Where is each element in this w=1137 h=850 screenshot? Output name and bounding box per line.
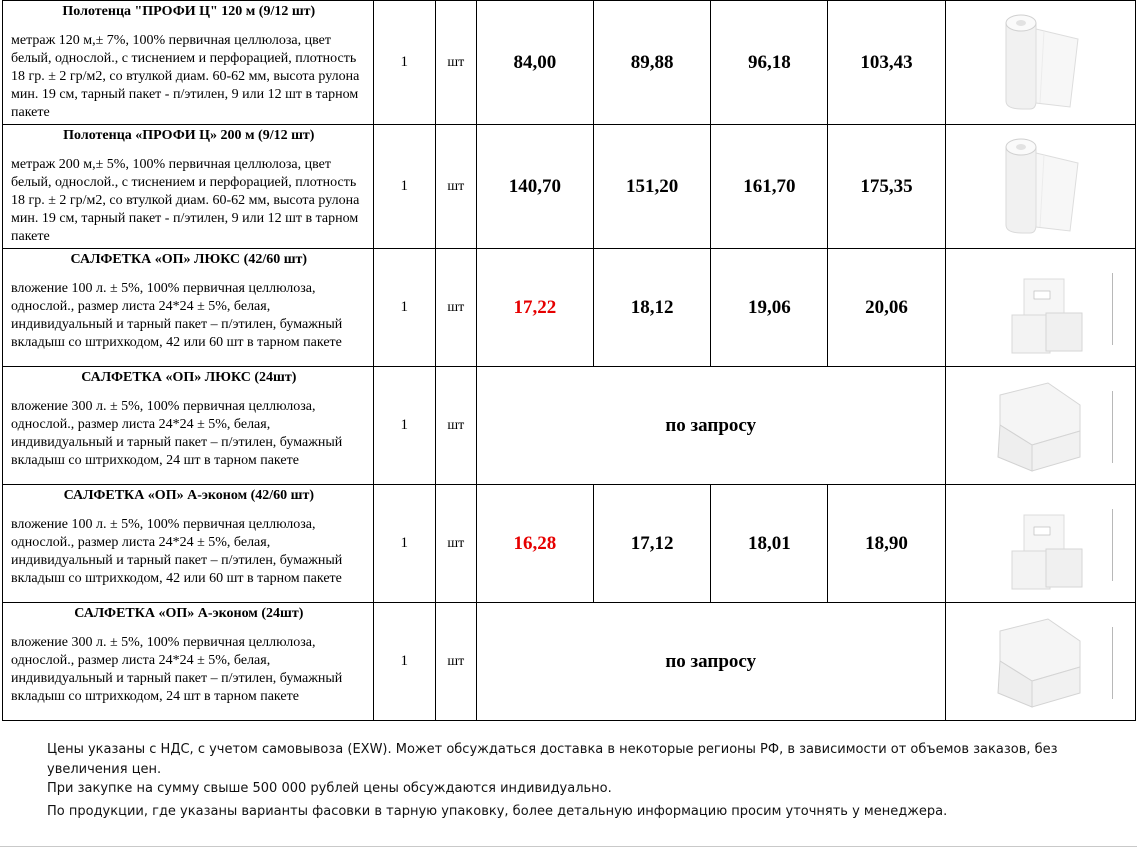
price-tier-2: 151,20 <box>594 125 711 249</box>
product-description-cell <box>3 125 374 249</box>
product-image-cell <box>945 485 1135 603</box>
product-image-cell <box>945 125 1135 249</box>
product-image-cell <box>945 249 1135 367</box>
unit-cell: шт <box>435 249 476 367</box>
price-tier-1: 16,28 <box>476 485 593 603</box>
quantity-cell: 1 <box>373 367 435 485</box>
product-description-cell <box>3 367 374 485</box>
product-description: вложение 300 л. ± 5%, 100% первичная целлюлоза, однослой., размер листа 24*24 ± 5%, белая, индивидуальный и тарный пакет – п/этилен, бумажный вкладыш со штрихкодом, 24 шт в тарном пакете <box>11 399 343 468</box>
unit-cell: шт <box>435 125 476 249</box>
product-description: вложение 300 л. ± 5%, 100% первичная целлюлоза, однослой., размер листа 24*24 ± 5%, белая, индивидуальный и тарный пакет – п/этилен, бумажный вкладыш со штрихкодом, 24 шт в тарном пакете <box>11 635 343 704</box>
note-large-order: При закупке на сумму свыше 500 000 рублей цены обсуждаются индивидуально. <box>47 781 612 796</box>
image-edge-line <box>1112 391 1113 463</box>
price-on-request: по запросу <box>476 603 945 721</box>
table-row <box>3 125 1136 249</box>
price-tier-1: 84,00 <box>476 1 593 125</box>
quantity-cell: 1 <box>373 485 435 603</box>
footnotes <box>47 740 1087 821</box>
paper-towel-roll-image <box>986 133 1096 237</box>
product-description: вложение 100 л. ± 5%, 100% первичная целлюлоза, однослой., размер листа 24*24 ± 5%, белая, индивидуальный и тарный пакет – п/этилен, бумажный вкладыш со штрихкодом, 42 или 60 шт в тарном пакете <box>11 281 343 350</box>
table-row <box>3 603 1136 721</box>
product-description-cell <box>3 1 374 125</box>
note-vat-delivery: Цены указаны с НДС, с учетом самовывоза (EXW). Может обсуждаться доставка в некоторые регионы РФ, в зависимости от объемов заказов, без увеличения цен. <box>47 742 1058 777</box>
quantity-cell: 1 <box>373 125 435 249</box>
unit-cell: шт <box>435 603 476 721</box>
napkin-packs-image <box>986 375 1096 479</box>
unit-cell: шт <box>435 367 476 485</box>
price-tier-3: 161,70 <box>711 125 828 249</box>
price-tier-2: 17,12 <box>594 485 711 603</box>
image-edge-line <box>1112 509 1113 581</box>
quantity-cell: 1 <box>373 249 435 367</box>
price-tier-2: 18,12 <box>594 249 711 367</box>
product-description: метраж 200 м,± 5%, 100% первичная целлюлоза, цвет белый, однослой., с тиснением и перфорацией, плотность 18 гр. ± 2 гр/м2, со втулкой диам. 60-62 мм, высота рулона мин. 19 см, тарный пакет - п/этилен, 9 или 12 шт в тарном пакете <box>11 157 360 244</box>
product-image-cell <box>945 1 1135 125</box>
product-description: вложение 100 л. ± 5%, 100% первичная целлюлоза, однослой., размер листа 24*24 ± 5%, белая, индивидуальный и тарный пакет – п/этилен, бумажный вкладыш со штрихкодом, 42 или 60 шт в тарном пакете <box>11 517 343 586</box>
price-tier-4: 175,35 <box>828 125 945 249</box>
napkin-packs-image <box>986 493 1096 597</box>
price-tier-3: 96,18 <box>711 1 828 125</box>
napkin-packs-image <box>986 611 1096 715</box>
table-row <box>3 367 1136 485</box>
page-bottom-divider <box>0 846 1137 847</box>
unit-cell: шт <box>435 485 476 603</box>
price-tier-1: 17,22 <box>476 249 593 367</box>
price-tier-4: 103,43 <box>828 1 945 125</box>
product-title: Полотенца "ПРОФИ Ц" 120 м (9/12 шт) <box>62 4 316 19</box>
price-tier-3: 19,06 <box>711 249 828 367</box>
price-table <box>2 0 1136 721</box>
price-tier-3: 18,01 <box>711 485 828 603</box>
product-description-cell <box>3 249 374 367</box>
paper-towel-roll-image <box>986 9 1096 113</box>
product-description: метраж 120 м,± 7%, 100% первичная целлюлоза, цвет белый, однослой., с тиснением и перфорацией, плотность 18 гр. ± 2 гр/м2, со втулкой диам. 60-62 мм, высота рулона мин. 19 см, тарный пакет - п/этилен, 9 или 12 шт в тарном пакете <box>11 33 360 120</box>
napkin-packs-image <box>986 257 1096 361</box>
note-packaging: По продукции, где указаны варианты фасовки в тарную упаковку, более детальную информацию просим уточнять у менеджера. <box>47 803 948 819</box>
price-on-request: по запросу <box>476 367 945 485</box>
product-image-cell <box>945 603 1135 721</box>
price-tier-4: 18,90 <box>828 485 945 603</box>
product-image-cell <box>945 367 1135 485</box>
product-title: Полотенца «ПРОФИ Ц» 200 м (9/12 шт) <box>63 128 315 143</box>
image-edge-line <box>1112 627 1113 699</box>
product-title: САЛФЕТКА «ОП» ЛЮКС (42/60 шт) <box>70 252 308 267</box>
quantity-cell: 1 <box>373 603 435 721</box>
product-title: САЛФЕТКА «ОП» А-эконом (42/60 шт) <box>63 488 315 503</box>
table-row <box>3 485 1136 603</box>
unit-cell: шт <box>435 1 476 125</box>
image-edge-line <box>1112 273 1113 345</box>
product-title: САЛФЕТКА «ОП» ЛЮКС (24шт) <box>81 370 297 385</box>
table-row <box>3 1 1136 125</box>
product-description-cell <box>3 603 374 721</box>
price-tier-4: 20,06 <box>828 249 945 367</box>
product-description-cell <box>3 485 374 603</box>
product-title: САЛФЕТКА «ОП» А-эконом (24шт) <box>74 606 304 621</box>
quantity-cell: 1 <box>373 1 435 125</box>
price-tier-2: 89,88 <box>594 1 711 125</box>
price-tier-1: 140,70 <box>476 125 593 249</box>
table-row <box>3 249 1136 367</box>
